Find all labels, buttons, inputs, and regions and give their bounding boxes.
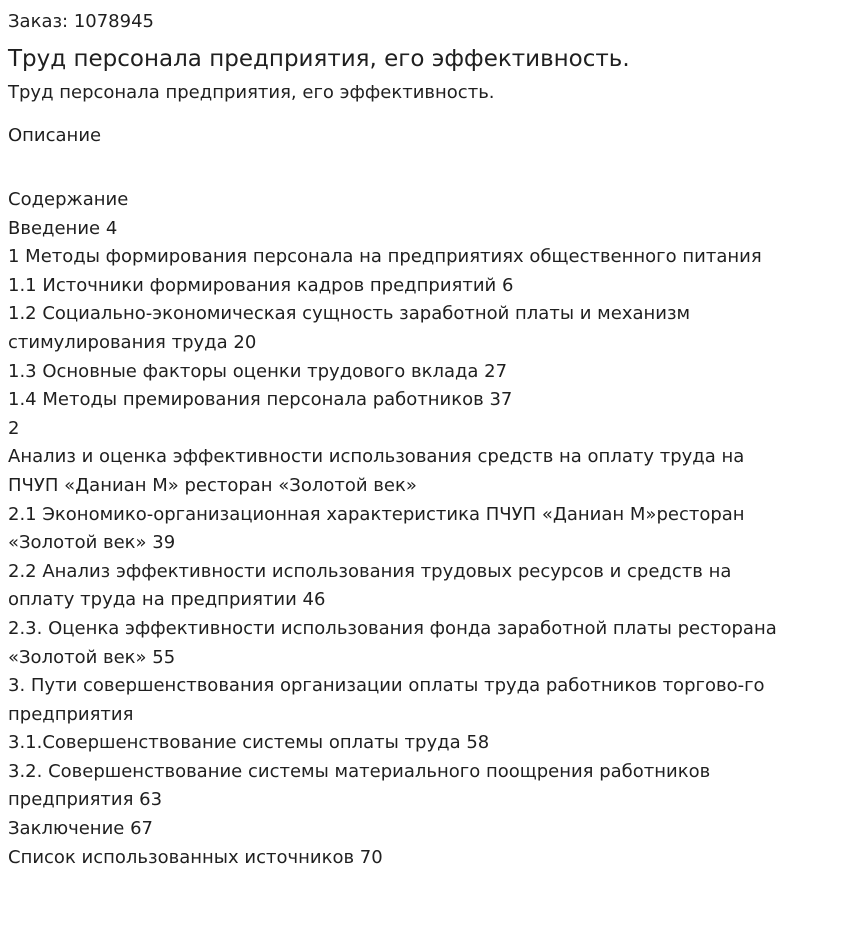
toc-line: 3.2. Совершенствование системы материального поощрения работников: [8, 760, 711, 782]
page-title: Труд персонала предприятия, его эффективность.: [8, 46, 630, 72]
toc-line: Введение 4: [8, 217, 118, 239]
toc-line: Заключение 67: [8, 818, 153, 840]
toc-line: 1 Методы формирования персонала на предприятиях общественного питания: [8, 246, 762, 268]
toc-line: 2.1 Экономико-организационная характеристика ПЧУП «Даниан М»ресторан: [8, 503, 745, 525]
toc-line: Список использованных источников 70: [8, 846, 383, 868]
toc-line: «Золотой век» 55: [8, 646, 176, 668]
toc-line: 1.1 Источники формирования кадров предприятий 6: [8, 274, 514, 296]
toc-line: Анализ и оценка эффективности использования средств на оплату труда на: [8, 446, 745, 468]
toc-line: предприятия 63: [8, 789, 163, 811]
toc-line: «Золотой век» 39: [8, 532, 176, 554]
toc-line: ПЧУП «Даниан М» ресторан «Золотой век»: [8, 474, 417, 496]
toc-line: 3. Пути совершенствования организации оплаты труда работников торгово-го: [8, 675, 765, 697]
toc-line: 1.4 Методы премирования персонала работников 37: [8, 389, 513, 411]
toc-line: предприятия: [8, 703, 134, 725]
toc-line: 2: [8, 417, 20, 439]
page-subtitle: Труд персонала предприятия, его эффективность.: [8, 82, 495, 103]
toc-line: 1.2 Социально-экономическая сущность заработной платы и механизм: [8, 303, 691, 325]
table-of-contents: [8, 186, 839, 872]
toc-line: 2.2 Анализ эффективности использования трудовых ресурсов и средств на: [8, 560, 732, 582]
toc-line: 2.3. Оценка эффективности использования фонда заработной платы ресторана: [8, 617, 777, 639]
description-heading: Описание: [8, 125, 102, 146]
toc-line: оплату труда на предприятии 46: [8, 589, 326, 611]
order-number: Заказ: 1078945: [8, 11, 154, 32]
toc-line: стимулирования труда 20: [8, 331, 257, 353]
toc-line: 3.1.Совершенствование системы оплаты труда 58: [8, 732, 490, 754]
toc-line: 1.3 Основные факторы оценки трудового вклада 27: [8, 360, 508, 382]
toc-heading: Содержание: [8, 189, 129, 210]
